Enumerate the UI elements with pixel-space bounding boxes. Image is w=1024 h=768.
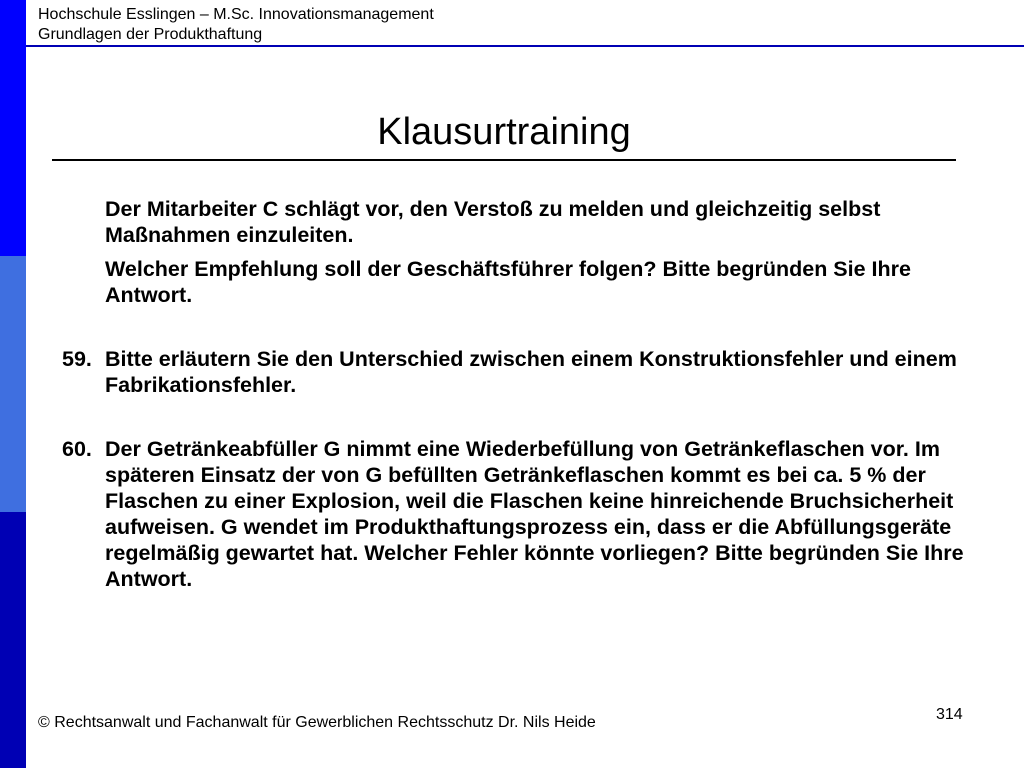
sidebar-segment-bottom (0, 512, 26, 768)
slide-body (62, 196, 1002, 592)
question-text: Der Getränkeabfüller G nimmt eine Wiederbefüllung von Getränkeflaschen vor. Im späteren Einsatz der von G befüllten Getränkeflaschen kommt es bei ca. 5 % der Flaschen zu einer Explosion, weil die Flaschen keine hinreichende Bruchsicherheit aufweisen. G wendet im Produkthaftungsprozess ein, dass er die Abfüllungsgeräte regelmäßig gewartet hat. Welcher Fehler könnte vorliegen? Bitte begründen Sie Ihre Antwort. (105, 437, 964, 591)
slide-footer-copyright: © Rechtsanwalt und Fachanwalt für Gewerblichen Rechtsschutz Dr. Nils Heide (38, 714, 596, 731)
title-underline (52, 159, 956, 161)
body-paragraph: Welcher Empfehlung soll der Geschäftsführer folgen? Bitte begründen Sie Ihre Antwort. (105, 257, 911, 307)
header-line-course: Grundlagen der Produkthaftung (38, 26, 263, 43)
question-number: 60. (62, 437, 92, 461)
body-paragraph: Der Mitarbeiter C schlägt vor, den Verstoß zu melden und gleichzeitig selbst Maßnahmen einzuleiten. (105, 197, 881, 247)
header-line-institution: Hochschule Esslingen – M.Sc. Innovationsmanagement (38, 6, 434, 23)
header-divider (26, 45, 1024, 47)
slide-sidebar (0, 0, 26, 768)
sidebar-segment-middle (0, 256, 26, 512)
question-text: Bitte erläutern Sie den Unterschied zwischen einem Konstruktionsfehler und einem Fabrikationsfehler. (105, 347, 957, 397)
slide-title: Klausurtraining (377, 111, 631, 153)
question-number: 59. (62, 347, 92, 371)
sidebar-segment-top (0, 0, 26, 256)
page-number: 314 (936, 706, 963, 723)
numbered-question (62, 346, 1002, 398)
slide-header (38, 5, 434, 45)
numbered-question (62, 436, 1002, 592)
